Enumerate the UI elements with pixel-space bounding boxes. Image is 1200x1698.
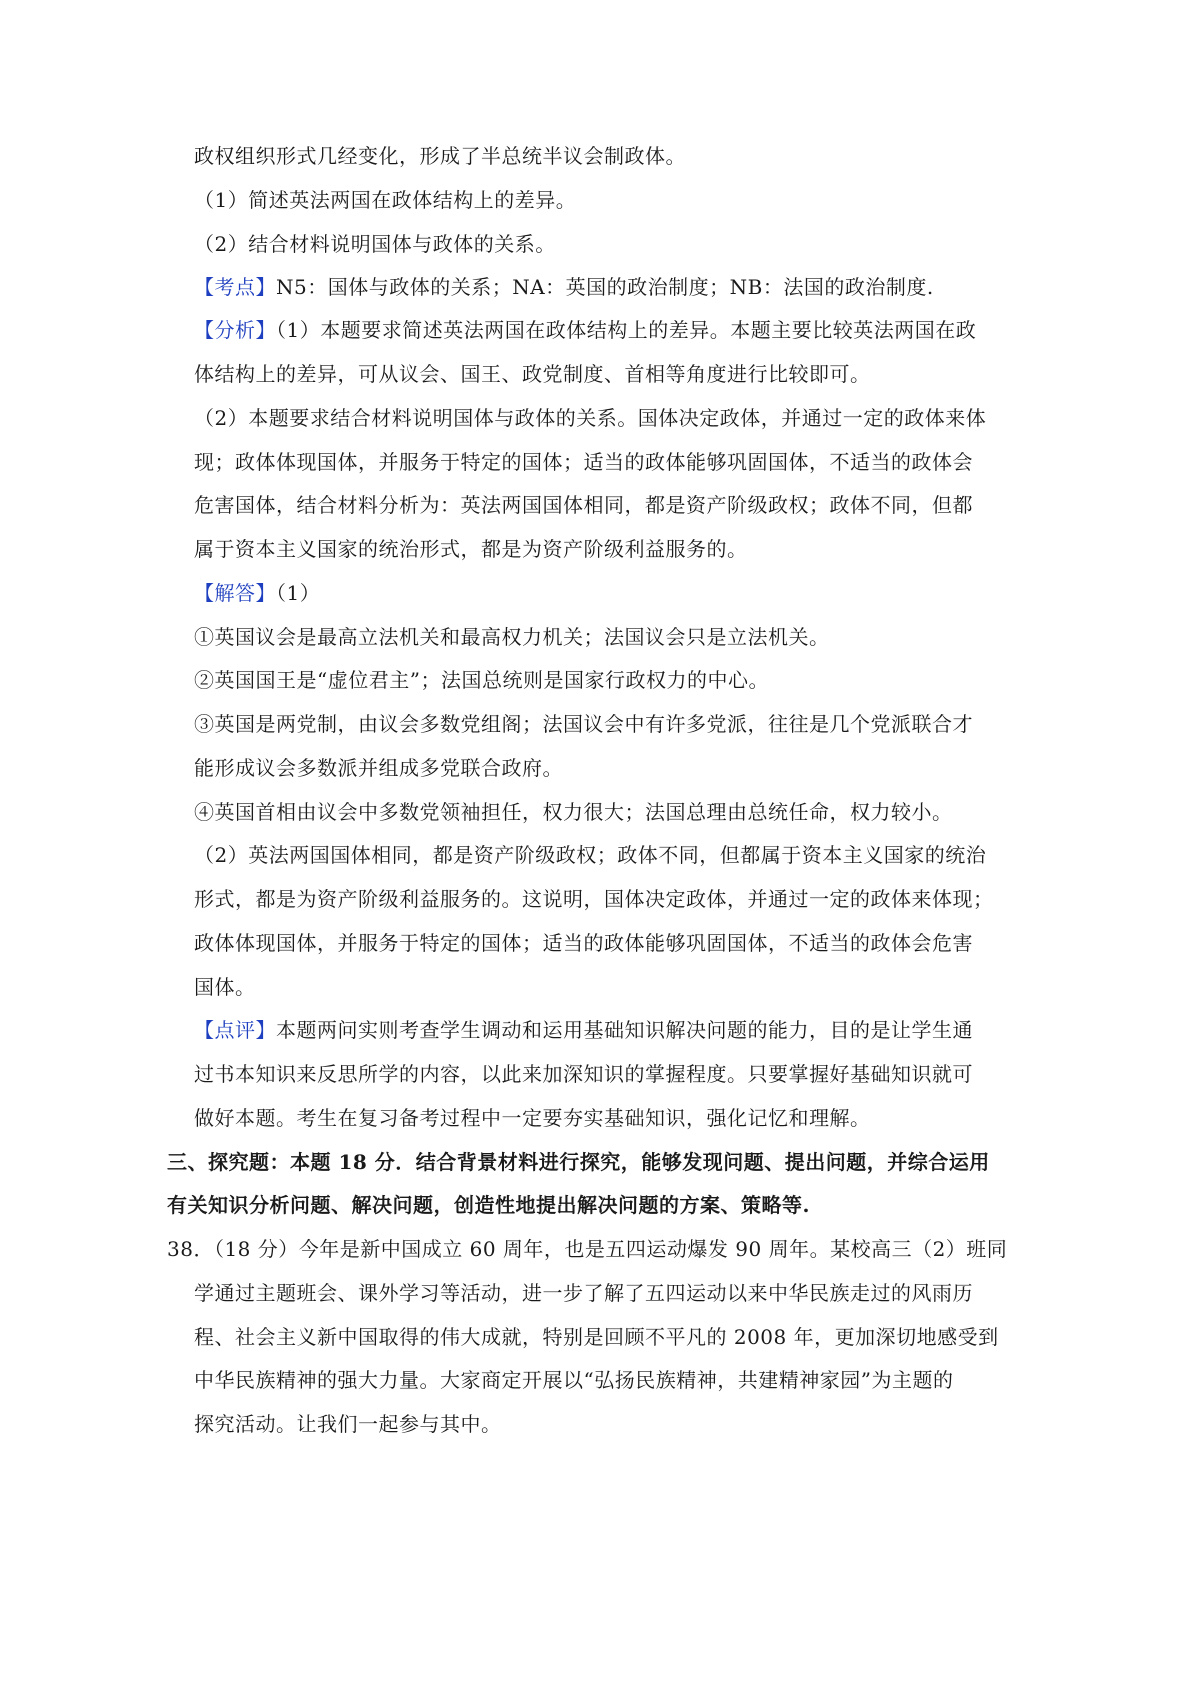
- fenxi-line-4: 现；政体体现国体，并服务于特定的国体；适当的政体能够巩固国体，不适当的政体会: [194, 450, 973, 474]
- fenxi-line-5: 危害国体，结合材料分析为：英法两国国体相同，都是资产阶级政权；政体不同，但都: [194, 493, 973, 517]
- jieda-item-2: ②英国国王是“虚位君主”；法国总统则是国家行政权力的中心。: [194, 668, 769, 692]
- dianping-text-1: 本题两问实则考查学生调动和运用基础知识解决问题的能力，目的是让学生通: [276, 1018, 973, 1042]
- jieda-part2-d: 国体。: [194, 975, 256, 999]
- question-1: （1）简述英法两国在政体结构上的差异。: [194, 188, 577, 212]
- question-38-line-1: 38．（18 分）今年是新中国成立 60 周年，也是五四运动爆发 90 周年。某校高三（2）班同: [167, 1237, 1008, 1261]
- question-38-line-3: 程、社会主义新中国取得的伟大成就，特别是回顾不平凡的 2008 年，更加深切地感受到: [194, 1325, 999, 1349]
- section-3-heading-1: 三、探究题：本题 18 分．结合背景材料进行探究，能够发现问题、提出问题，并综合运用: [167, 1150, 990, 1174]
- kaodian-text: N5：国体与政体的关系；NA：英国的政治制度；NB：法国的政治制度.: [276, 275, 934, 299]
- dianping-line-3: 做好本题。考生在复习备考过程中一定要夯实基础知识，强化记忆和理解。: [194, 1106, 871, 1130]
- dianping-line-2: 过书本知识来反思所学的内容，以此来加深知识的掌握程度。只要掌握好基础知识就可: [194, 1062, 973, 1086]
- jieda-part2-c: 政体体现国体，并服务于特定的国体；适当的政体能够巩固国体，不适当的政体会危害: [194, 931, 973, 955]
- question-2: （2）结合材料说明国体与政体的关系。: [194, 232, 556, 256]
- fenxi-line-6: 属于资本主义国家的统治形式，都是为资产阶级利益服务的。: [194, 537, 748, 561]
- jieda-part2-b: 形式，都是为资产阶级利益服务的。这说明，国体决定政体，并通过一定的政体来体现；: [194, 887, 994, 911]
- jieda-line: [194, 578, 320, 608]
- fenxi-line-1: [194, 315, 976, 345]
- section-3-heading-2: 有关知识分析问题、解决问题，创造性地提出解决问题的方案、策略等.: [167, 1193, 810, 1217]
- question-38-line-4: 中华民族精神的强大力量。大家商定开展以“弘扬民族精神，共建精神家园”为主题的: [194, 1368, 954, 1392]
- jieda-tag: 【解答】: [194, 581, 276, 605]
- material-text: 政权组织形式几经变化，形成了半总统半议会制政体。: [194, 144, 686, 168]
- jieda-item-3a: ③英国是两党制，由议会多数党组阁；法国议会中有许多党派，往往是几个党派联合才: [194, 712, 973, 736]
- jieda-text: （1）: [276, 581, 321, 605]
- dianping-tag: 【点评】: [194, 1018, 276, 1042]
- dianping-line-1: [194, 1015, 973, 1045]
- fenxi-text-1: （1）本题要求简述英法两国在政体结构上的差异。本题主要比较英法两国在政: [276, 318, 977, 342]
- jieda-item-3b: 能形成议会多数派并组成多党联合政府。: [194, 756, 563, 780]
- fenxi-tag: 【分析】: [194, 318, 276, 342]
- jieda-item-1: ①英国议会是最高立法机关和最高权力机关；法国议会只是立法机关。: [194, 625, 830, 649]
- question-38-line-2: 学通过主题班会、课外学习等活动，进一步了解了五四运动以来中华民族走过的风雨历: [194, 1281, 973, 1305]
- fenxi-line-3: （2）本题要求结合材料说明国体与政体的关系。国体决定政体，并通过一定的政体来体: [194, 406, 987, 430]
- jieda-part2-a: （2）英法两国国体相同，都是资产阶级政权；政体不同，但都属于资本主义国家的统治: [194, 843, 987, 867]
- fenxi-line-2: 体结构上的差异，可从议会、国王、政党制度、首相等角度进行比较即可。: [194, 362, 871, 386]
- question-38-line-5: 探究活动。让我们一起参与其中。: [194, 1412, 502, 1436]
- jieda-item-4: ④英国首相由议会中多数党领袖担任，权力很大；法国总理由总统任命，权力较小。: [194, 800, 953, 824]
- kaodian-line: [194, 272, 934, 302]
- kaodian-tag: 【考点】: [194, 275, 276, 299]
